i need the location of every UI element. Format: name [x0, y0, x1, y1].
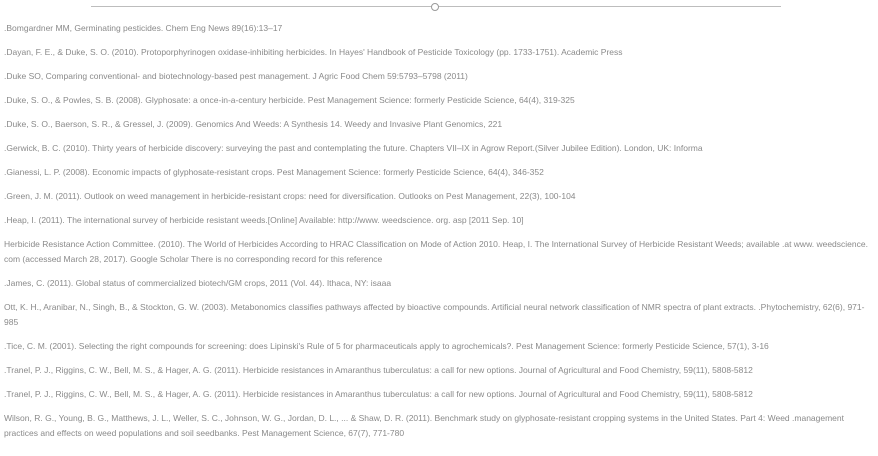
reference-item: .Duke, S. O., Baerson, S. R., & Gressel, J. (2009). Genomics And Weeds: A Synthesis 14. Weedy and Invasive Plant Genomics, 221: [4, 119, 503, 129]
reference-item: .Green, J. M. (2011). Outlook on weed management in herbicide-resistant crops: need for diversification. Outlooks on Pest Management, 22(3), 100-104: [4, 191, 576, 201]
reference-item: .Gianessi, L. P. (2008). Economic impacts of glyphosate-resistant crops. Pest Management Science: formerly Pesticide Science, 64(4), 346-352: [4, 167, 544, 177]
reference-item: .Bomgardner MM, Germinating pesticides. Chem Eng News 89(16):13–17: [4, 23, 283, 33]
reference-item: .Heap, I. (2011). The international survey of herbicide resistant weeds.[Online] Available: http://www. weedscience. org. asp [2011 Sep. 10]: [4, 215, 524, 225]
reference-item: .Dayan, F. E., & Duke, S. O. (2010). Protoporphyrinogen oxidase-inhibiting herbicides. In Hayes' Handbook of Pesticide Toxicology (pp. 1733-1751). Academic Press: [4, 47, 623, 57]
reference-item: Herbicide Resistance Action Committee. (2010). The World of Herbicides According to HRAC Classification on Mode of Action 2010. Heap, I. The International Survey of Herbicide Resistant Weeds; available .at www. weedscience. com (accessed March 28, 2017). Google Scholar There is no corresponding record for this reference: [4, 239, 868, 264]
reference-item: .Gerwick, B. C. (2010). Thirty years of herbicide discovery: surveying the past and contemplating the future. Chapters VII–IX in Agrow Report.(Silver Jubilee Edition). London, UK: Informa: [4, 143, 703, 153]
reference-item: .Duke, S. O., & Powles, S. B. (2008). Glyphosate: a once-in-a-century herbicide. Pest Management Science: formerly Pesticide Science, 64(4), 319-325: [4, 95, 575, 105]
reference-item: .Tranel, P. J., Riggins, C. W., Bell, M. S., & Hager, A. G. (2011). Herbicide resistances in Amaranthus tuberculatus: a call for new options. Journal of Agricultural and Food Chemistry, 59(11), 5808-5812: [4, 365, 753, 375]
reference-item: Wilson, R. G., Young, B. G., Matthews, J. L., Weller, S. C., Johnson, W. G., Jordan, D. L., ... & Shaw, D. R. (2011). Benchmark study on glyphosate-resistant cropping systems in the United States. Part 4: Weed .management practices and effects on weed populations and soil seedbanks. Pest Management Science, 67(7), 771-780: [4, 413, 844, 438]
reference-item: .Duke SO, Comparing conventional- and biotechnology-based pest management. J Agric Food Chem 59:5793–5798 (2011): [4, 71, 468, 81]
reference-item: .James, C. (2011). Global status of commercialized biotech/GM crops, 2011 (Vol. 44). Ithaca, NY: isaaa: [4, 278, 392, 288]
divider-circle-icon: [431, 3, 439, 11]
reference-item: Ott, K. H., Aranibar, N., Singh, B., & Stockton, G. W. (2003). Metabonomics classifies pathways affected by bioactive compounds. Artificial neural network classification of NMR spectra of plant extracts. .Phytochemistry, 62(6), 971-985: [4, 302, 865, 327]
reference-item: .Tranel, P. J., Riggins, C. W., Bell, M. S., & Hager, A. G. (2011). Herbicide resistances in Amaranthus tuberculatus: a call for new options. Journal of Agricultural and Food Chemistry, 59(11), 5808-5812: [4, 389, 753, 399]
reference-item: .Tice, C. M. (2001). Selecting the right compounds for screening: does Lipinski's Rule of 5 for pharmaceuticals apply to agrochemicals?. Pest Management Science: formerly Pesticide Science, 57(1), 3-16: [4, 341, 769, 351]
